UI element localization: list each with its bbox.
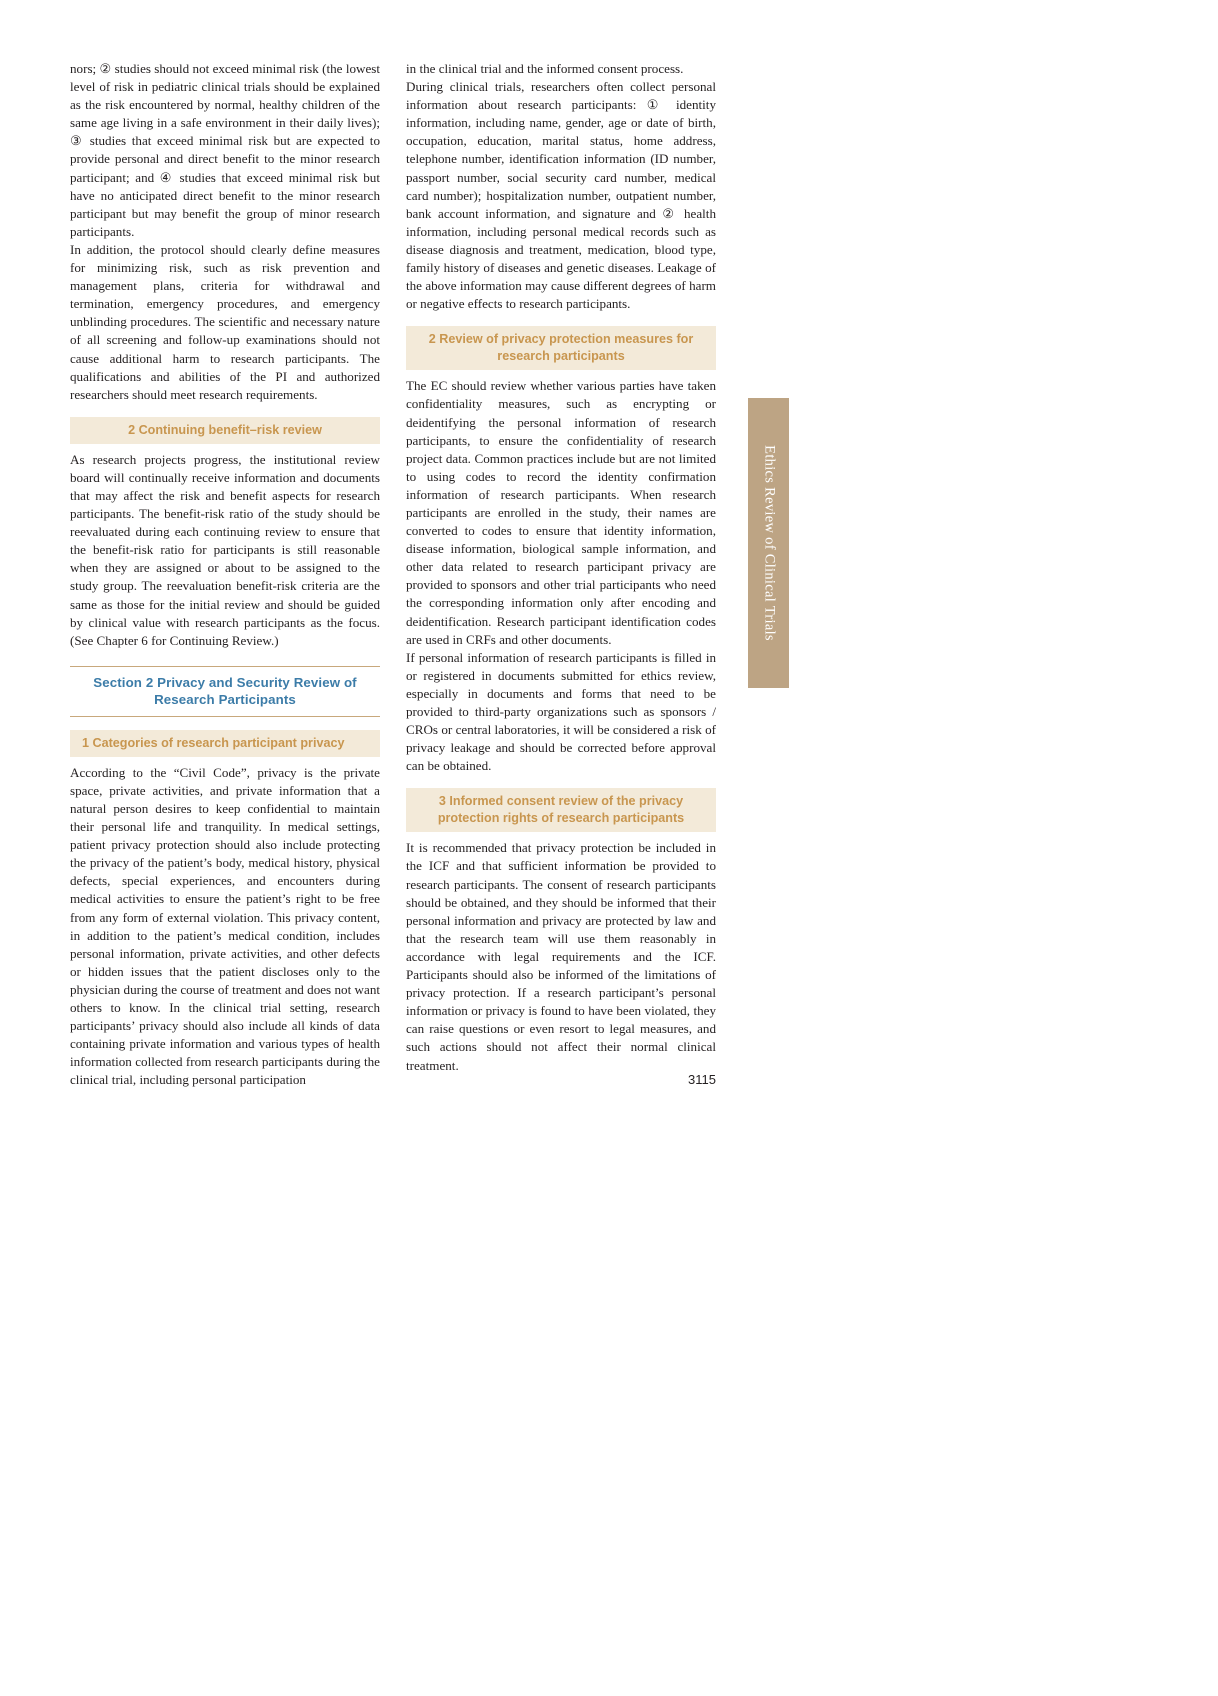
paragraph: nors; ② studies should not exceed minimal risk (the lowest level of risk in pediatric clinical trials should be explained as the risk encountered by normal, healthy children of the same age living in a safe environment in their daily lives); ③ studies that exceed minimal risk but are expected to provide personal and direct benefit to the minor research participant; and ④ studies that exceed minimal risk but have no anticipated direct benefit to the minor research participant but may benefit the group of minor research participants. <box>70 61 380 239</box>
paragraph: According to the “Civil Code”, privacy is the private space, private activities, and private information that a natural person desires to keep confidential to maintain their personal life and tranquility. In medical settings, patient privacy protection should also include protecting the privacy of the patient’s body, medical history, physical defects, special experiences, and encounters during medical activities to ensure the patient’s right to be free from any form of external violation. This privacy content, in addition to the patient’s medical condition, includes personal information, private activities, and other defects or hidden issues that the patient discloses only to the physician during the course of treatment and does not want others to know. In the clinical trial setting, research participants’ privacy should also include all kinds of data containing private information and various types of health information collected from research participants during the clinical trial, including personal participation <box>70 764 380 1088</box>
paragraph: It is recommended that privacy protection be included in the ICF and that sufficient information be provided to research participants. The consent of research participants should be obtained, and they should be informed that their personal information and privacy are protected by law and that the research team will use them reasonably in accordance with legal requirements and the ICF. Participants should also be informed of the limitations of privacy protection. If a research participant’s personal information or privacy is found to have been violated, they can raise questions or even resort to legal measures, and such actions should not affect their normal clinical treatment. <box>406 840 716 1073</box>
subheading-categories-of-research-participant-privacy: 1 Categories of research participant privacy <box>70 730 380 757</box>
left-column <box>70 60 380 1090</box>
subheading-continuing-benefit-risk-review: 2 Continuing benefit–risk review <box>70 417 380 444</box>
running-head-text: Ethics Review of Clinical Trials <box>761 445 777 641</box>
paragraph: in the clinical trial and the informed consent process. <box>406 61 684 76</box>
paragraph: The EC should review whether various parties have taken confidentiality measures, such as encrypting or deidentifying the personal information of research participants, to ensure the confidentiality of research project data. Common practices include but are not limited to using codes to record the identity confirmation information of research participants. When research participants are enrolled in the study, their names are converted to codes to ensure that identity information, disease information, biological sample information, and other data related to research participant privacy are provided to sponsors and other trial participants who need the corresponding information only after encoding and deidentification. Research participant identification codes are used in CRFs and other documents. <box>406 378 716 647</box>
page-number: 3115 <box>688 1072 716 1087</box>
paragraph: In addition, the protocol should clearly define measures for minimizing risk, such as risk prevention and management plans, criteria for withdrawal and termination, emergency procedures, and emergency unblinding procedures. The scientific and necessary nature of all screening and follow-up examinations should not cause additional harm to research participants. The qualifications and abilities of the PI and authorized researchers should meet research requirements. <box>70 241 380 402</box>
right-column <box>406 60 716 1075</box>
paragraph: If personal information of research participants is filled in or registered in documents submitted for ethics review, especially in documents and forms that need to be provided to third-party organizations such as sponsors / CROs or central laboratories, it will be considered a risk of privacy leakage and should be corrected before approval can be obtained. <box>406 649 716 774</box>
subheading-informed-consent-review-privacy-rights: 3 Informed consent review of the privacy protection rights of research participants <box>406 788 716 832</box>
paragraph: As research projects progress, the institutional review board will continually receive information and documents that may affect the risk and benefit aspects for research participants. The benefit-risk ratio of the study should be reevaluated during each continuing review to ensure that the benefit-risk ratio for participants is still reasonable when they are assigned or about to be assigned to the study group. The reevaluation benefit-risk criteria are the same as those for the initial review and should be guided by clinical value with research participants as the focus. (See Chapter 6 for Continuing Review.) <box>70 451 380 648</box>
paragraph: During clinical trials, researchers often collect personal information about research participants: ① identity information, including name, gender, age or date of birth, occupation, education, marital status, home address, telephone number, identification information (ID number, passport number, social security card number, medical card number); hospitalization number, outpatient number, bank account information, and signature and ② health information, including personal medical records such as disease diagnosis and treatment, medication, blood type, family history of diseases and genetic diseases. Leakage of the above information may cause different degrees of harm or negative effects to research participants. <box>406 79 716 312</box>
section-heading-privacy-and-security-review: Section 2 Privacy and Security Review of Research Participants <box>70 666 380 717</box>
subheading-review-of-privacy-protection-measures: 2 Review of privacy protection measures for research participants <box>406 326 716 370</box>
running-head-tab <box>748 398 789 688</box>
